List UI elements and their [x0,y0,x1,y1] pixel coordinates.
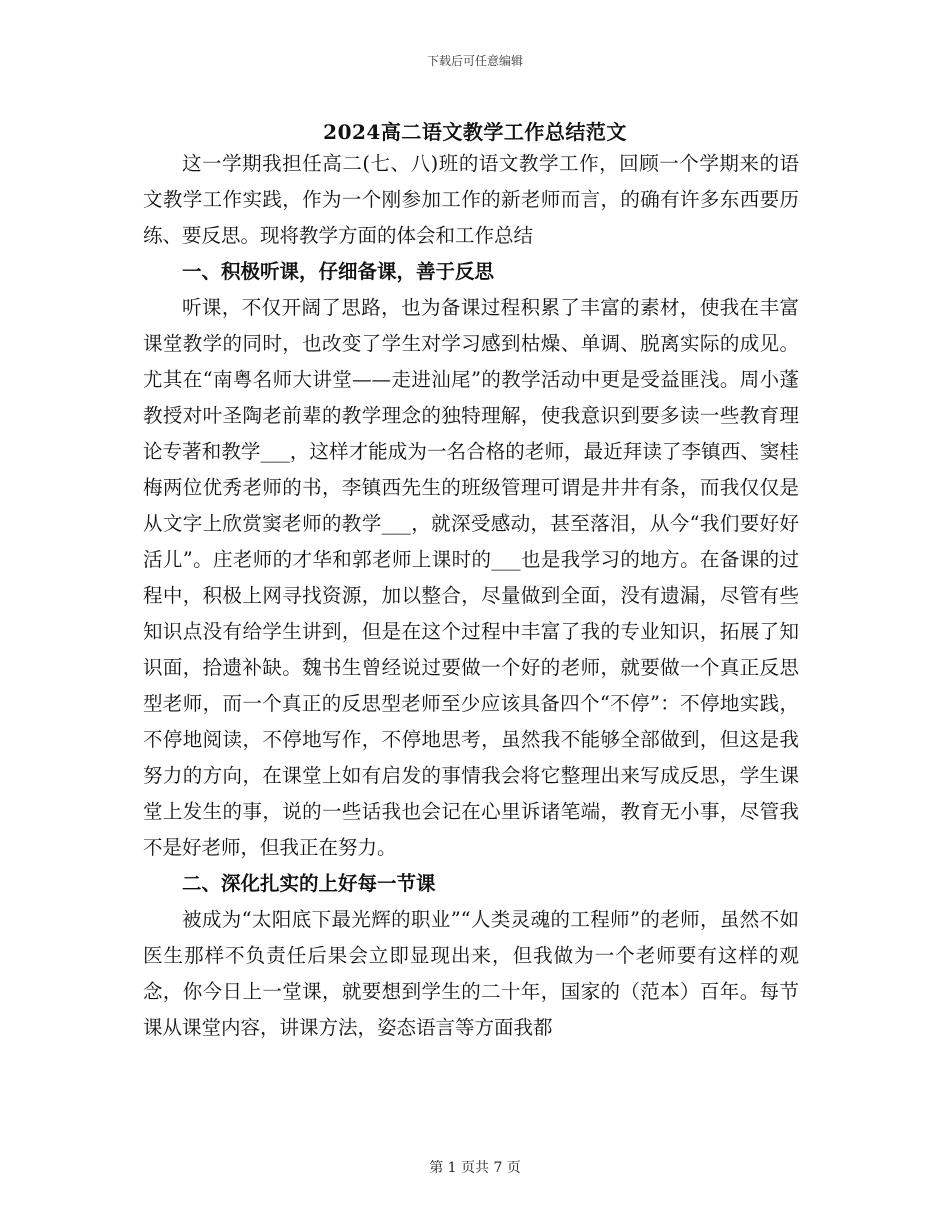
section-2-heading: 二、深化扎实的上好每一节课 [182,872,436,895]
document-title: 2024高二语文教学工作总结范文 [323,120,627,144]
section-1-heading: 一、积极听课，仔细备课，善于反思 [182,260,495,283]
section-1-paragraph: 听课，不仅开阔了思路，也为备课过程积累了丰富的素材，使我在丰富课堂教学的同时，也改变了学生对学习感到枯燥、单调、脱离实际的成见。尤其在“南粤名师大讲堂——走进汕尾”的教学活动中更是受益匪浅。周小蓬教授对叶圣陶老前辈的教学理念的独特理解，使我意识到要多读一些教育理论专著和教学___，这样才能成为一名合格的老师，最近拜读了李镇西、窦桂梅两位优秀老师的书，李镇西先生的班级管理可谓是井井有条，而我仅仅是从文字上欣赏窦老师的教学___，就深受感动，甚至落泪，从今“我们要好好活儿”。庄老师的才华和郭老师上课时的___也是我学习的地方。在备课的过程中，积极上网寻找资源，加以整合，尽量做到全面，没有遗漏，尽管有些知识点没有给学生讲到，但是在这个过程中丰富了我的专业知识，拓展了知识面，拾遗补缺。魏书生曾经说过要做一个好的老师，就要做一个真正反思型老师，而一个真正的反思型老师至少应该具备四个“不停”：不停地实践，不停地阅读，不停地写作，不停地思考，虽然我不能够全部做到，但这是我努力的方向，在课堂上如有启发的事情我会将它整理出来写成反思，学生课堂上发生的事，说的一些话我也会记在心里诉诸笔端，教育无小事，尽管我不是好老师，但我正在努力。 [143,296,799,859]
section-2-paragraph: 被成为“太阳底下最光辉的职业”“人类灵魂的工程师”的老师，虽然不如医生那样不负责任后果会立即显现出来，但我做为一个老师要有这样的观念，你今日上一堂课，就要想到学生的二十年，国家的（范本）百年。每节课从课堂内容，讲课方法，姿态语言等方面我都 [143,908,799,1039]
document-body [143,146,799,1046]
page-number: 第 1 页共 7 页 [429,1160,521,1176]
intro-paragraph: 这一学期我担任高二(七、八)班的语文教学工作，回顾一个学期来的语文教学工作实践，作为一个刚参加工作的新老师而言，的确有许多东西要历练、要反思。现将教学方面的体会和工作总结 [143,152,799,247]
header-note: 下载后可任意编辑 [426,54,523,68]
